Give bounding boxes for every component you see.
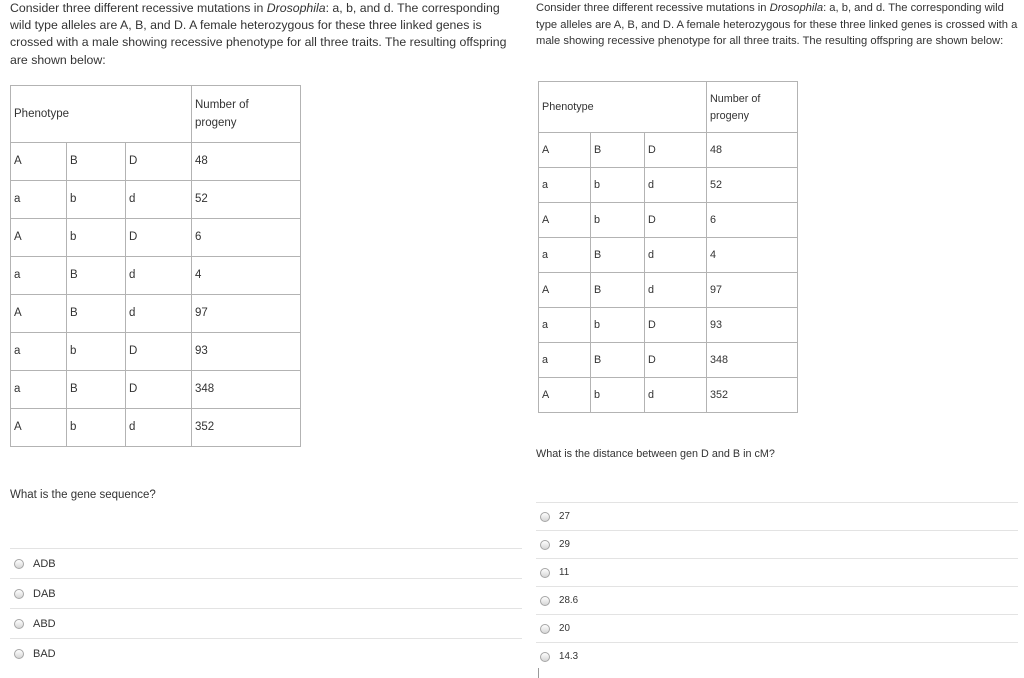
intro-species: Drosophila [266,1,326,15]
answer-option[interactable] [10,609,522,639]
progeny-count-cell: 352 [707,378,798,413]
progeny-count-cell: 93 [707,308,798,343]
answer-label[interactable]: ADB [33,557,56,570]
allele-a-cell: A [11,409,67,447]
allele-a-cell: a [539,168,591,203]
text-cursor [538,668,539,678]
table-row [539,308,798,343]
progeny-count-cell: 48 [707,133,798,168]
allele-a-cell: A [539,378,591,413]
radio-button[interactable] [14,619,24,629]
allele-d-cell: d [645,378,707,413]
allele-b-cell: b [67,333,126,371]
progeny-count-cell: 97 [707,273,798,308]
allele-b-cell: B [591,238,645,273]
intro-text-start: Consider three different recessive mutations in [10,1,267,15]
table-row [539,203,798,238]
table-row [539,168,798,203]
allele-a-cell: a [11,181,67,219]
progeny-count-cell: 48 [192,143,301,181]
table-row [11,181,301,219]
allele-b-cell: b [591,378,645,413]
radio-button[interactable] [540,596,550,606]
allele-b-cell: b [591,203,645,238]
radio-button[interactable] [540,652,550,662]
answer-option[interactable] [536,643,1018,670]
radio-button[interactable] [14,649,24,659]
allele-a-cell: a [539,343,591,378]
allele-d-cell: d [126,257,192,295]
radio-button[interactable] [540,568,550,578]
answer-label[interactable]: DAB [33,587,56,600]
allele-a-cell: a [11,371,67,409]
answer-label[interactable]: 28.6 [559,595,579,606]
allele-d-cell: D [645,343,707,378]
allele-d-cell: D [126,333,192,371]
answer-label[interactable]: 14.3 [559,651,579,662]
answer-option[interactable] [536,615,1018,643]
progeny-count-cell: 348 [707,343,798,378]
progeny-count-cell: 4 [192,257,301,295]
table-row [539,343,798,378]
answer-label[interactable]: ABD [33,617,56,630]
answer-options [536,502,1018,670]
intro-species: Drosophila [769,2,824,14]
header-progeny-count: Number of progeny [707,82,798,133]
allele-d-cell: d [126,409,192,447]
table-row [11,257,301,295]
allele-b-cell: b [67,219,126,257]
allele-a-cell: A [11,219,67,257]
radio-button[interactable] [540,512,550,522]
table-row [539,238,798,273]
allele-b-cell: B [67,257,126,295]
allele-a-cell: A [539,273,591,308]
allele-d-cell: d [645,238,707,273]
progeny-count-cell: 52 [707,168,798,203]
question-text: What is the distance between gen D and B in cM? [536,448,775,460]
answer-option[interactable] [536,587,1018,615]
intro-text-end: : a, b, and d. The corresponding wild type alleles are A, B, and D. A female heterozygous for these three linked genes is crossed with a male showing recessive phenotype for all three traits. The resulting offspring are shown below: [10,1,507,67]
answer-label[interactable]: 27 [559,511,570,522]
table-row [539,378,798,413]
allele-b-cell: B [591,273,645,308]
radio-button[interactable] [540,624,550,634]
header-phenotype: Phenotype [11,86,192,143]
allele-d-cell: D [645,203,707,238]
table-row [11,409,301,447]
radio-button[interactable] [540,540,550,550]
table-row [539,273,798,308]
radio-button[interactable] [14,559,24,569]
answer-label[interactable]: 11 [559,567,570,578]
allele-a-cell: a [539,308,591,343]
answer-options [10,548,522,668]
question-intro [528,0,1024,50]
answer-option[interactable] [10,639,522,668]
table-row [11,219,301,257]
progeny-count-cell: 6 [707,203,798,238]
allele-d-cell: d [126,181,192,219]
progeny-count-cell: 6 [192,219,301,257]
progeny-count-cell: 352 [192,409,301,447]
header-progeny-count: Number of progeny [192,86,301,143]
answer-label[interactable]: 20 [559,623,570,634]
right-question-panel [528,0,1024,678]
answer-option[interactable] [536,531,1018,559]
allele-b-cell: B [591,133,645,168]
progeny-count-cell: 4 [707,238,798,273]
progeny-count-cell: 97 [192,295,301,333]
allele-d-cell: D [645,133,707,168]
table-row [11,371,301,409]
progeny-count-cell: 52 [192,181,301,219]
answer-option[interactable] [536,559,1018,587]
intro-text-start: Consider three different recessive mutations in [536,2,770,14]
allele-a-cell: A [11,295,67,333]
answer-option[interactable] [536,503,1018,531]
allele-b-cell: B [67,371,126,409]
header-phenotype: Phenotype [539,82,707,133]
allele-d-cell: D [126,143,192,181]
intro-text-end: : a, b, and d. The corresponding wild type alleles are A, B, and D. A female heterozygous for these three linked genes is crossed with a male showing recessive phenotype for all three traits. The resulting offspring are shown below: [536,2,1018,48]
allele-d-cell: D [645,308,707,343]
allele-d-cell: d [126,295,192,333]
allele-b-cell: B [67,143,126,181]
progeny-table [538,81,798,413]
progeny-count-cell: 93 [192,333,301,371]
allele-b-cell: b [591,168,645,203]
allele-d-cell: d [645,168,707,203]
question-intro [0,0,520,69]
allele-d-cell: D [126,371,192,409]
allele-b-cell: B [67,295,126,333]
table-header-row [11,86,301,143]
question-text: What is the gene sequence? [10,489,156,501]
allele-b-cell: b [67,181,126,219]
allele-d-cell: D [126,219,192,257]
answer-option[interactable] [10,549,522,579]
allele-a-cell: a [11,257,67,295]
progeny-table [10,85,301,447]
allele-b-cell: b [591,308,645,343]
allele-a-cell: a [539,238,591,273]
allele-a-cell: A [539,133,591,168]
progeny-count-cell: 348 [192,371,301,409]
answer-label[interactable]: 29 [559,539,570,550]
allele-b-cell: B [591,343,645,378]
radio-button[interactable] [14,589,24,599]
allele-a-cell: A [11,143,67,181]
table-header-row [539,82,798,133]
allele-b-cell: b [67,409,126,447]
table-row [539,133,798,168]
table-row [11,143,301,181]
allele-a-cell: A [539,203,591,238]
answer-option[interactable] [10,579,522,609]
table-row [11,295,301,333]
allele-d-cell: d [645,273,707,308]
allele-a-cell: a [11,333,67,371]
answer-label[interactable]: BAD [33,647,56,660]
table-row [11,333,301,371]
